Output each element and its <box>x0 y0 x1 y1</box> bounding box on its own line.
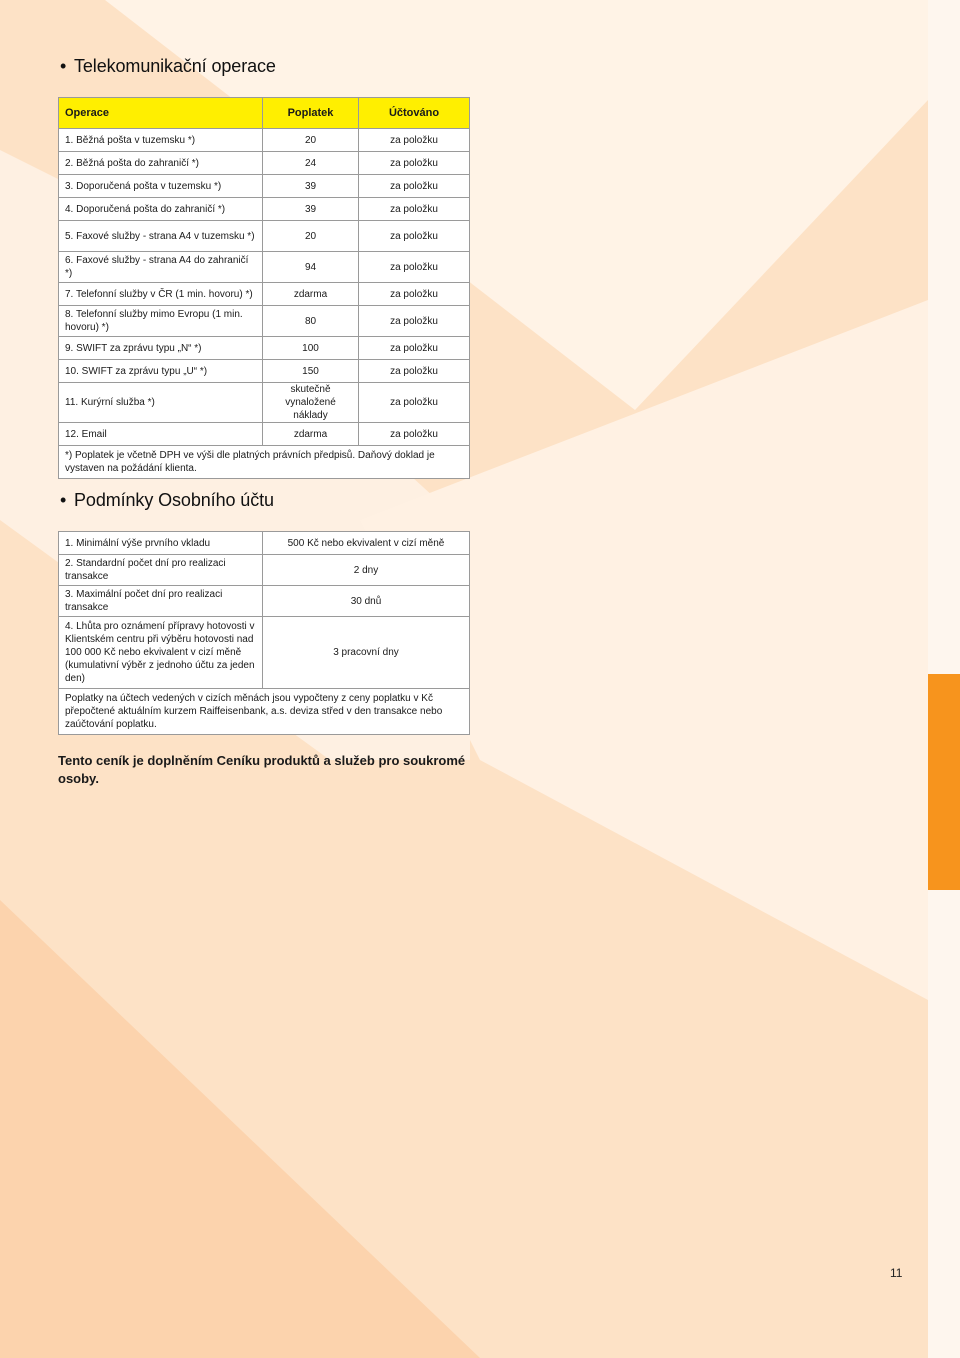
row-operation: 2. Běžná pošta do zahraničí *) <box>59 152 263 175</box>
closing-statement: Tento ceník je doplněním Ceníku produktů a služeb pro soukromé osoby. <box>58 753 466 786</box>
row-unit: za položku <box>359 423 470 446</box>
condition-label: 1. Minimální výše prvního vkladu <box>59 532 263 555</box>
row-unit: za položku <box>359 221 470 252</box>
condition-value: 500 Kč nebo ekvivalent v cizí měně <box>263 532 470 555</box>
row-fee: 80 <box>263 306 359 337</box>
row-fee: skutečně vynaložené náklady <box>263 383 359 423</box>
table-row <box>59 152 470 175</box>
table-row <box>59 306 470 337</box>
condition-label: 2. Standardní počet dní pro realizaci transakce <box>59 555 263 586</box>
row-operation: 1. Běžná pošta v tuzemsku *) <box>59 129 263 152</box>
condition-label: 4. Lhůta pro oznámení přípravy hotovosti v Klientském centru při výběru hotovosti nad 100 000 Kč nebo ekvivalent v cizí měně (kumulativní výběr z jednoho účtu za jeden den) <box>59 617 263 689</box>
table-row <box>59 198 470 221</box>
condition-value: 3 pracovní dny <box>263 617 470 689</box>
section-title-account: • Podmínky Osobního účtu <box>60 490 274 510</box>
table-row <box>59 617 470 689</box>
table-row <box>59 586 470 617</box>
row-operation: 8. Telefonní služby mimo Evropu (1 min. hovoru) *) <box>59 306 263 337</box>
row-operation: 10. SWIFT za zprávu typu „U“ *) <box>59 360 263 383</box>
bullet-icon: • <box>60 56 67 76</box>
table-row <box>59 555 470 586</box>
condition-value: 30 dnů <box>263 586 470 617</box>
table-header-row <box>59 98 470 129</box>
condition-label: 3. Maximální počet dní pro realizaci transakce <box>59 586 263 617</box>
row-operation: 9. SWIFT za zprávu typu „N“ *) <box>59 337 263 360</box>
row-operation: 5. Faxové služby - strana A4 v tuzemsku *) <box>59 221 263 252</box>
row-unit: za položku <box>359 383 470 423</box>
row-operation: 6. Faxové služby - strana A4 do zahraničí *) <box>59 252 263 283</box>
row-fee: 20 <box>263 221 359 252</box>
row-operation: 12. Email <box>59 423 263 446</box>
table-row <box>59 252 470 283</box>
header-poplatek: Poplatek <box>263 98 359 129</box>
row-unit: za položku <box>359 175 470 198</box>
row-fee: 100 <box>263 337 359 360</box>
table-row <box>59 221 470 252</box>
section-title-telecom: • Telekomunikační operace <box>60 56 276 76</box>
table-row <box>59 360 470 383</box>
table-row <box>59 129 470 152</box>
table-row <box>59 175 470 198</box>
table-row <box>59 532 470 555</box>
row-unit: za položku <box>359 360 470 383</box>
page-number: 11 <box>890 1266 903 1280</box>
row-unit: za položku <box>359 129 470 152</box>
header-operace: Operace <box>59 98 263 129</box>
row-fee: zdarma <box>263 423 359 446</box>
header-uctovano: Účtováno <box>359 98 470 129</box>
table-row <box>59 423 470 446</box>
footnote-row <box>59 446 470 479</box>
row-unit: za položku <box>359 337 470 360</box>
table-row <box>59 283 470 306</box>
row-unit: za položku <box>359 283 470 306</box>
row-fee: 39 <box>263 198 359 221</box>
table-row <box>59 383 470 423</box>
row-operation: 4. Doporučená pošta do zahraničí *) <box>59 198 263 221</box>
row-fee: zdarma <box>263 283 359 306</box>
currency-note: Poplatky na účtech vedených v cizích měnách jsou vypočteny z ceny poplatku v Kč přepočtené aktuálním kurzem Raiffeisenbank, a.s. deviza střed v den transakce nebo zaúčtování poplatku. <box>59 689 470 735</box>
row-unit: za položku <box>359 198 470 221</box>
table-row <box>59 337 470 360</box>
telecom-fees-table <box>58 97 470 479</box>
row-unit: za položku <box>359 252 470 283</box>
note-row <box>59 689 470 735</box>
row-fee: 39 <box>263 175 359 198</box>
row-operation: 3. Doporučená pošta v tuzemsku *) <box>59 175 263 198</box>
row-unit: za položku <box>359 306 470 337</box>
row-fee: 20 <box>263 129 359 152</box>
row-operation: 11. Kurýrní služba *) <box>59 383 263 423</box>
bullet-icon: • <box>60 490 67 510</box>
row-operation: 7. Telefonní služby v ČR (1 min. hovoru) *) <box>59 283 263 306</box>
row-fee: 24 <box>263 152 359 175</box>
orange-side-tab <box>928 674 960 890</box>
condition-value: 2 dny <box>263 555 470 586</box>
row-unit: za položku <box>359 152 470 175</box>
row-fee: 150 <box>263 360 359 383</box>
row-fee: 94 <box>263 252 359 283</box>
footnote: *) Poplatek je včetně DPH ve výši dle platných právních předpisů. Daňový doklad je vystaven na požádání klienta. <box>59 446 470 479</box>
account-conditions-table <box>58 531 470 735</box>
